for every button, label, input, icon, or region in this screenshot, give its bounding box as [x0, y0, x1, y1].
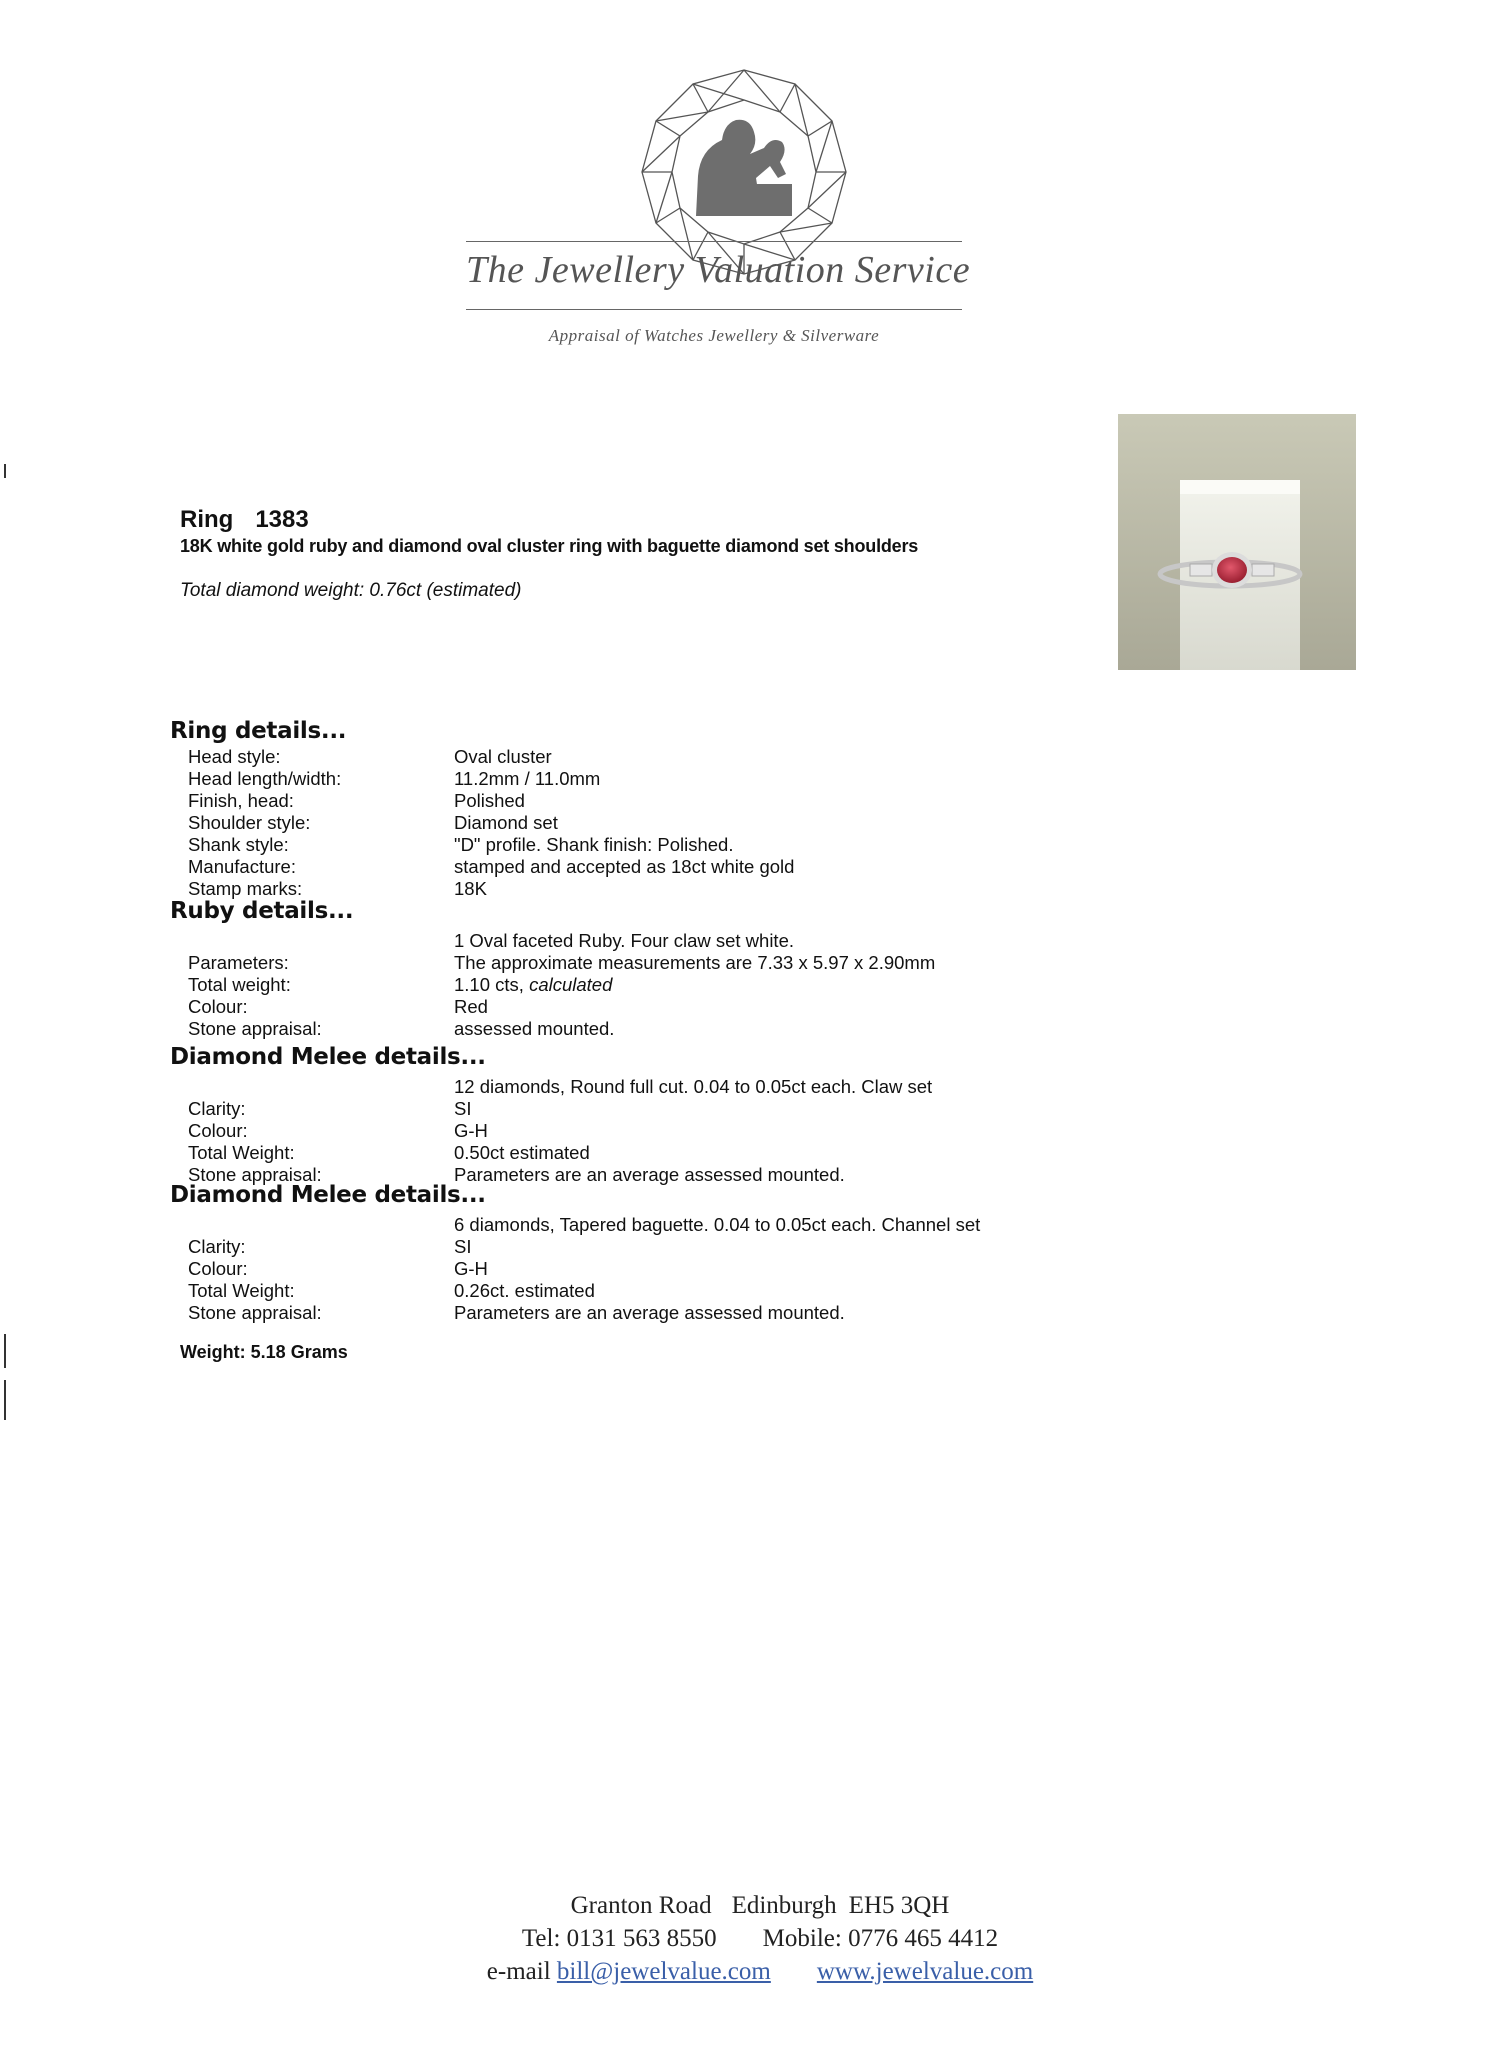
- jeweller-loupe-diamond-icon: [638, 66, 850, 278]
- detail-value: [454, 974, 612, 996]
- ruby-details-heading: Ruby details...: [170, 898, 354, 924]
- melee-intro: 6 diamonds, Tapered baguette. 0.04 to 0.05ct each. Channel set: [454, 1214, 981, 1235]
- detail-label: Total weight:: [188, 974, 291, 995]
- detail-label: Head length/width:: [188, 768, 342, 789]
- item-title: [180, 506, 309, 534]
- company-logo: [638, 66, 850, 278]
- item-weight: Weight: 5.18 Grams: [180, 1342, 348, 1362]
- detail-value: 0.26ct. estimated: [454, 1280, 595, 1301]
- header-rule-top: [466, 241, 962, 242]
- scan-mark: [4, 1380, 6, 1420]
- detail-value: assessed mounted.: [454, 1018, 615, 1039]
- detail-value: SI: [454, 1098, 472, 1119]
- detail-value: Parameters are an average assessed mounted.: [454, 1302, 845, 1323]
- detail-label: Colour:: [188, 996, 248, 1017]
- detail-label: Clarity:: [188, 1236, 246, 1257]
- detail-value: 18K: [454, 878, 487, 899]
- total-diamond-weight: Total diamond weight: 0.76ct (estimated): [180, 580, 522, 601]
- footer-email-label: e-mail: [486, 1958, 551, 1985]
- detail-label: Finish, head:: [188, 790, 294, 811]
- detail-value: 11.2mm / 11.0mm: [454, 768, 601, 789]
- detail-label: Colour:: [188, 1258, 248, 1279]
- scan-mark: [4, 1334, 6, 1368]
- footer-mobile: Mobile: 0776 465 4412: [762, 1925, 999, 1952]
- detail-label: Stone appraisal:: [188, 1018, 322, 1039]
- header-rule-bottom: [466, 309, 962, 310]
- melee-intro: 12 diamonds, Round full cut. 0.04 to 0.05ct each. Claw set: [454, 1076, 933, 1097]
- footer-contact: [380, 1958, 1140, 1986]
- detail-value: Polished: [454, 790, 525, 811]
- detail-value: G-H: [454, 1258, 488, 1279]
- website-link[interactable]: www.jewelvalue.com: [816, 1958, 1034, 1985]
- detail-value-text: 1.10 cts,: [454, 974, 524, 995]
- ring-photo-icon: [1118, 414, 1356, 670]
- scan-mark: [4, 464, 6, 478]
- footer-postcode: EH5 3QH: [848, 1892, 950, 1919]
- detail-label: Stone appraisal:: [188, 1164, 322, 1185]
- item-type: Ring: [180, 506, 234, 533]
- detail-label: Head style:: [188, 746, 281, 767]
- footer-street: Granton Road: [570, 1892, 712, 1919]
- brand-title: The Jewellery Valuation Service: [466, 249, 971, 291]
- melee-details-heading: Diamond Melee details...: [170, 1044, 486, 1070]
- detail-value: Diamond set: [454, 812, 558, 833]
- detail-value: SI: [454, 1236, 472, 1257]
- detail-value: Oval cluster: [454, 746, 552, 767]
- footer-tel: Tel: 0131 563 8550: [521, 1925, 717, 1952]
- ruby-intro: 1 Oval faceted Ruby. Four claw set white.: [454, 930, 795, 951]
- melee-details-heading: Diamond Melee details...: [170, 1182, 486, 1208]
- footer-phones: [380, 1925, 1140, 1953]
- detail-label: Stone appraisal:: [188, 1302, 322, 1323]
- detail-label: Parameters:: [188, 952, 289, 973]
- ring-details-heading: Ring details...: [170, 718, 347, 744]
- ring-photo: [1118, 414, 1356, 670]
- detail-label: Shoulder style:: [188, 812, 311, 833]
- detail-label: Stamp marks:: [188, 878, 303, 899]
- detail-label: Colour:: [188, 1120, 248, 1141]
- detail-value: "D" profile. Shank finish: Polished.: [454, 834, 734, 855]
- brand-tagline: Appraisal of Watches Jewellery & Silverware: [548, 326, 880, 345]
- item-description: 18K white gold ruby and diamond oval cluster ring with baguette diamond set shoulders: [180, 536, 919, 556]
- detail-value-italic: calculated: [529, 974, 613, 995]
- detail-label: Manufacture:: [188, 856, 296, 877]
- footer-address: [380, 1892, 1140, 1920]
- detail-value: G-H: [454, 1120, 488, 1141]
- item-number: 1383: [255, 506, 309, 533]
- detail-label: Total Weight:: [188, 1280, 295, 1301]
- footer-city: Edinburgh: [731, 1892, 837, 1919]
- detail-value: Red: [454, 996, 488, 1017]
- email-link[interactable]: bill@jewelvalue.com: [556, 1958, 771, 1985]
- detail-label: Shank style:: [188, 834, 289, 855]
- detail-value: Parameters are an average assessed mounted.: [454, 1164, 845, 1185]
- detail-value: The approximate measurements are 7.33 x 5.97 x 2.90mm: [454, 952, 936, 973]
- detail-value: stamped and accepted as 18ct white gold: [454, 856, 795, 877]
- detail-label: Clarity:: [188, 1098, 246, 1119]
- detail-label: Total Weight:: [188, 1142, 295, 1163]
- detail-value: 0.50ct estimated: [454, 1142, 590, 1163]
